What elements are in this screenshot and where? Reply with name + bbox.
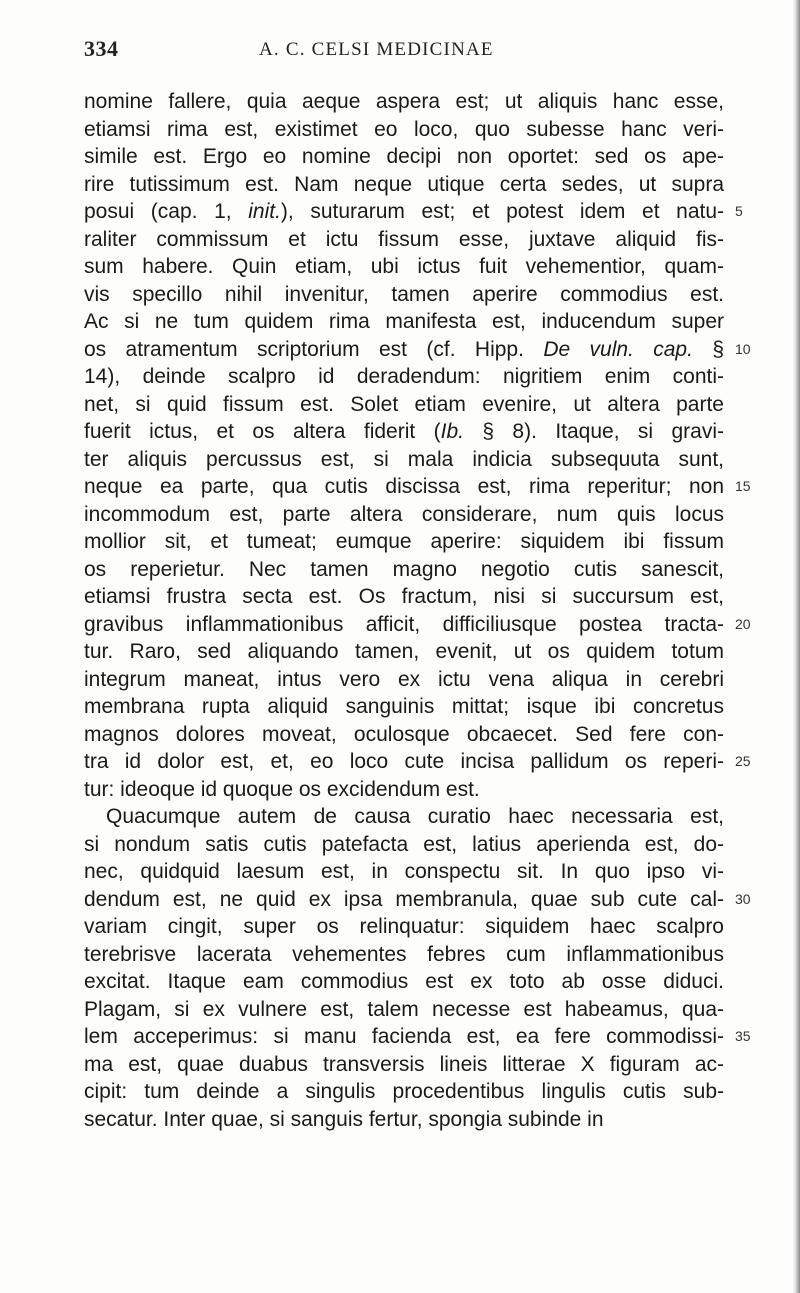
text-line <box>84 666 724 694</box>
text-line <box>84 88 724 116</box>
text-line <box>84 253 724 281</box>
text-line <box>84 473 751 501</box>
line-text: gravibus inflammationibus afficit, difficiliusque postea tracta- <box>84 612 724 636</box>
line-text: neque ea parte, qua cutis discissa est, rima reperitur; non <box>84 475 724 498</box>
text-line <box>84 693 724 721</box>
line-number: 15 <box>735 478 751 494</box>
text-line <box>84 886 751 914</box>
line-text: rire tutissimum est. Nam neque utique certa sedes, ut supra <box>84 172 724 196</box>
text-line <box>84 1051 724 1079</box>
line-text: nec, quidquid laesum est, in conspectu sit. In quo ipso vi- <box>84 860 724 883</box>
text-line <box>84 831 724 859</box>
line-number: 30 <box>735 890 751 907</box>
page-number: 334 <box>84 36 119 61</box>
line-text: cipit: tum deinde a singulis procedentibus lingulis cutis sub- <box>84 1080 724 1103</box>
line-text: integrum maneat, intus vero ex ictu vena aliqua in cerebri <box>84 667 724 691</box>
line-text: terebrisve lacerata vehementes febres cum inflammationibus <box>84 942 724 966</box>
line-text: mollior sit, et tumeat; eumque aperire: siquidem ibi fissum <box>84 530 724 553</box>
line-text: nomine fallere, quia aeque aspera est; ut aliquis hanc esse, <box>84 90 724 113</box>
line-text: incommodum est, parte altera considerare, num quis locus <box>84 502 724 526</box>
line-text: variam cingit, super os relinquatur: siquidem haec scalpro <box>84 915 724 938</box>
line-text: simile est. Ergo eo nomine decipi non oportet: sed os ape- <box>84 145 724 168</box>
line-text: 14), deinde scalpro id deradendum: nigritiem enim conti- <box>84 365 724 388</box>
body-text <box>84 88 751 1133</box>
text-line <box>84 501 724 529</box>
text-line <box>84 308 724 336</box>
text-line <box>84 391 724 419</box>
line-text: os reperietur. Nec tamen magno negotio cutis sanescit, <box>84 557 724 581</box>
line-text: raliter commissum et ictu fissum esse, juxtave aliquid fis- <box>84 227 724 251</box>
text-line <box>84 611 751 639</box>
line-text: tur: ideoque id quoque os excidendum est. <box>84 777 480 801</box>
text-line <box>84 446 724 474</box>
text-line <box>84 336 751 364</box>
line-text: ma est, quae duabus transversis lineis litterae X figuram ac- <box>84 1052 724 1076</box>
line-text: posui (cap. 1, init.), suturarum est; et potest idem et natu- <box>84 200 724 223</box>
text-line <box>84 583 724 611</box>
line-text: etiamsi frustra secta est. Os fractum, nisi si succursum est, <box>84 585 724 608</box>
text-line <box>84 363 724 391</box>
text-line <box>84 281 724 309</box>
text-line <box>84 1023 751 1051</box>
text-line <box>84 858 724 886</box>
text-line <box>84 803 724 831</box>
running-head: A. C. CELSI MEDICINAE <box>259 39 494 60</box>
text-line <box>84 748 751 776</box>
text-line <box>84 968 724 996</box>
line-text: vis specillo nihil invenitur, tamen aperire commodius est. <box>84 282 724 306</box>
line-text: magnos dolores moveat, oculosque obcaecet. Sed fere con- <box>84 722 724 746</box>
line-text: sum habere. Quin etiam, ubi ictus fuit vehementior, quam- <box>84 255 724 278</box>
text-line <box>84 171 724 199</box>
line-text: fuerit ictus, et os altera fiderit (Ib. § 8). Itaque, si gravi- <box>84 420 724 443</box>
line-number: 10 <box>735 340 751 357</box>
line-text: membrana rupta aliquid sanguinis mittat; isque ibi concretus <box>84 695 724 718</box>
line-number: 25 <box>735 753 751 769</box>
text-line <box>84 116 724 144</box>
line-text: net, si quid fissum est. Solet etiam evenire, ut altera parte <box>84 392 724 416</box>
line-text: ter aliquis percussus est, si mala indicia subsequuta sunt, <box>84 447 724 471</box>
text-line <box>84 226 724 254</box>
line-text: dendum est, ne quid ex ipsa membranula, quae sub cute cal- <box>84 887 724 911</box>
line-number: 20 <box>735 615 751 632</box>
text-line <box>84 418 724 446</box>
text-line <box>84 556 724 584</box>
line-number: 35 <box>735 1028 751 1044</box>
text-line <box>84 913 724 941</box>
line-text: tur. Raro, sed aliquando tamen, evenit, ut os quidem totum <box>84 640 724 663</box>
text-line <box>84 1106 724 1134</box>
text-line <box>84 143 724 171</box>
line-text: Quacumque autem de causa curatio haec necessaria est, <box>106 805 724 828</box>
text-line <box>84 528 724 556</box>
text-line <box>84 996 724 1024</box>
line-text: si nondum satis cutis patefacta est, latius aperienda est, do- <box>84 832 724 856</box>
line-text: Ac si ne tum quidem rima manifesta est, inducendum super <box>84 310 724 333</box>
line-number: 5 <box>735 203 743 219</box>
text-line <box>84 1078 724 1106</box>
text-line <box>84 638 724 666</box>
line-text: lem acceperimus: si manu facienda est, ea fere commodissi- <box>84 1025 724 1048</box>
text-line <box>84 721 724 749</box>
text-line <box>84 198 743 226</box>
page-header <box>84 36 724 66</box>
text-line <box>84 941 724 969</box>
line-text: os atramentum scriptorium est (cf. Hipp. De vuln. cap. § <box>84 337 724 361</box>
line-text: secatur. Inter quae, si sanguis fertur, spongia subinde in <box>84 1107 604 1131</box>
line-text: tra id dolor est, et, eo loco cute incisa pallidum os reperi- <box>84 750 724 773</box>
line-text: Plagam, si ex vulnere est, talem necesse est habeamus, qua- <box>84 997 724 1021</box>
line-text: excitat. Itaque eam commodius est ex toto ab osse diduci. <box>84 970 724 993</box>
page-edge <box>792 0 800 1293</box>
line-text: etiamsi rima est, existimet eo loco, quo subesse hanc veri- <box>84 117 724 141</box>
text-line <box>84 776 724 804</box>
